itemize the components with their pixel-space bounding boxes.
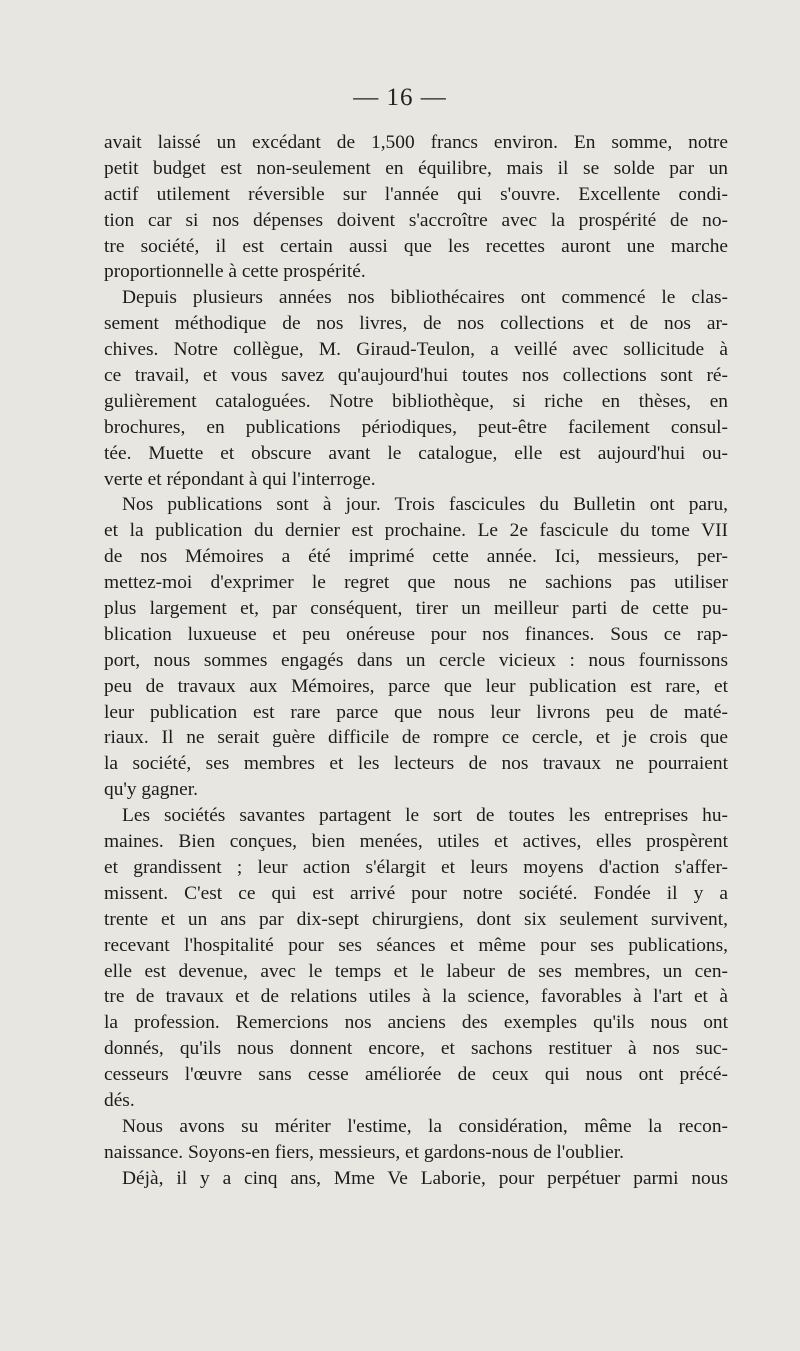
text-line: Déjà, il y a cinq ans, Mme Ve Laborie, pour perpétuer parmi nous (122, 1167, 728, 1189)
text-line: Les sociétés savantes partagent le sort de toutes les entreprises hu- (122, 805, 728, 827)
text-line: sement méthodique de nos livres, de nos collections et de nos ar- (104, 313, 728, 335)
text-line: petit budget est non-seulement en équilibre, mais il se solde par un (104, 157, 728, 179)
text-line: leur publication est rare parce que nous leur livrons peu de maté- (104, 701, 728, 723)
text-line: port, nous sommes engagés dans un cercle vicieux : nous fournissons (104, 649, 728, 671)
text-line: riaux. Il ne serait guère difficile de rompre ce cercle, et je crois que (104, 727, 728, 749)
text-line: recevant l'hospitalité pour ses séances et même pour ses publications, (104, 934, 728, 956)
text-line: la société, ses membres et les lecteurs de nos travaux ne pourraient (104, 753, 728, 775)
text-line: donnés, qu'ils nous donnent encore, et sachons restituer à nos suc- (104, 1038, 728, 1060)
text-line: Nos publications sont à jour. Trois fascicules du Bulletin ont paru, (122, 494, 728, 516)
text-line: cesseurs l'œuvre sans cesse améliorée de ceux qui nous ont précé- (104, 1064, 728, 1086)
text-line: Depuis plusieurs années nos bibliothécaires ont commencé le clas- (122, 287, 728, 309)
text-line: gulièrement cataloguées. Notre bibliothèque, si riche en thèses, en (104, 390, 728, 412)
page-number: — 16 — (353, 84, 447, 111)
text-line: la profession. Remercions nos anciens des exemples qu'ils nous ont (104, 1012, 728, 1034)
text-line: plus largement et, par conséquent, tirer un meilleur parti de cette pu- (104, 598, 728, 620)
text-line: blication luxueuse et peu onéreuse pour nos finances. Sous ce rap- (104, 623, 728, 645)
text-line: missent. C'est ce qui est arrivé pour notre société. Fondée il y a (104, 882, 728, 904)
text-line: ce travail, et vous savez qu'aujourd'hui toutes nos collections sont ré- (104, 365, 728, 387)
text-line: actif utilement réversible sur l'année qui s'ouvre. Excellente condi- (104, 183, 728, 205)
text-line: trente et un ans par dix-sept chirurgiens, dont six seulement survivent, (104, 908, 728, 930)
text-line: avait laissé un excédant de 1,500 francs environ. En somme, notre (104, 132, 728, 153)
text-line: et grandissent ; leur action s'élargit et leurs moyens d'action s'affer- (104, 856, 728, 878)
text-line: verte et répondant à qui l'interroge. (104, 468, 376, 490)
text-line: tre société, il est certain aussi que les recettes auront une marche (104, 235, 728, 257)
text-line: maines. Bien conçues, bien menées, utiles et actives, elles prospèrent (104, 831, 728, 853)
text-line: et la publication du dernier est prochaine. Le 2e fascicule du tome VII (104, 520, 728, 542)
text-line: Nous avons su mériter l'estime, la considération, même la recon- (122, 1115, 728, 1137)
text-line: chives. Notre collègue, M. Giraud-Teulon, a veillé avec sollicitude à (104, 339, 728, 361)
body-text (104, 130, 728, 1192)
text-line: de nos Mémoires a été imprimé cette année. Ici, messieurs, per- (104, 546, 728, 568)
text-line: tée. Muette et obscure avant le catalogue, elle est aujourd'hui ou- (104, 442, 728, 464)
text-line: proportionnelle à cette prospérité. (104, 261, 366, 283)
text-line: tre de travaux et de relations utiles à la science, favorables à l'art et à (104, 986, 728, 1008)
text-line: brochures, en publications périodiques, peut-être facilement consul- (104, 416, 728, 438)
text-line: dés. (104, 1089, 135, 1111)
text-line: naissance. Soyons-en fiers, messieurs, et gardons-nous de l'oublier. (104, 1141, 624, 1163)
text-line: mettez-moi d'exprimer le regret que nous ne sachions pas utiliser (104, 572, 728, 594)
text-line: qu'y gagner. (104, 779, 198, 801)
text-line: elle est devenue, avec le temps et le labeur de ses membres, un cen- (104, 960, 728, 982)
text-line: peu de travaux aux Mémoires, parce que leur publication est rare, et (104, 675, 728, 697)
text-line: tion car si nos dépenses doivent s'accroître avec la prospérité de no- (104, 209, 728, 231)
